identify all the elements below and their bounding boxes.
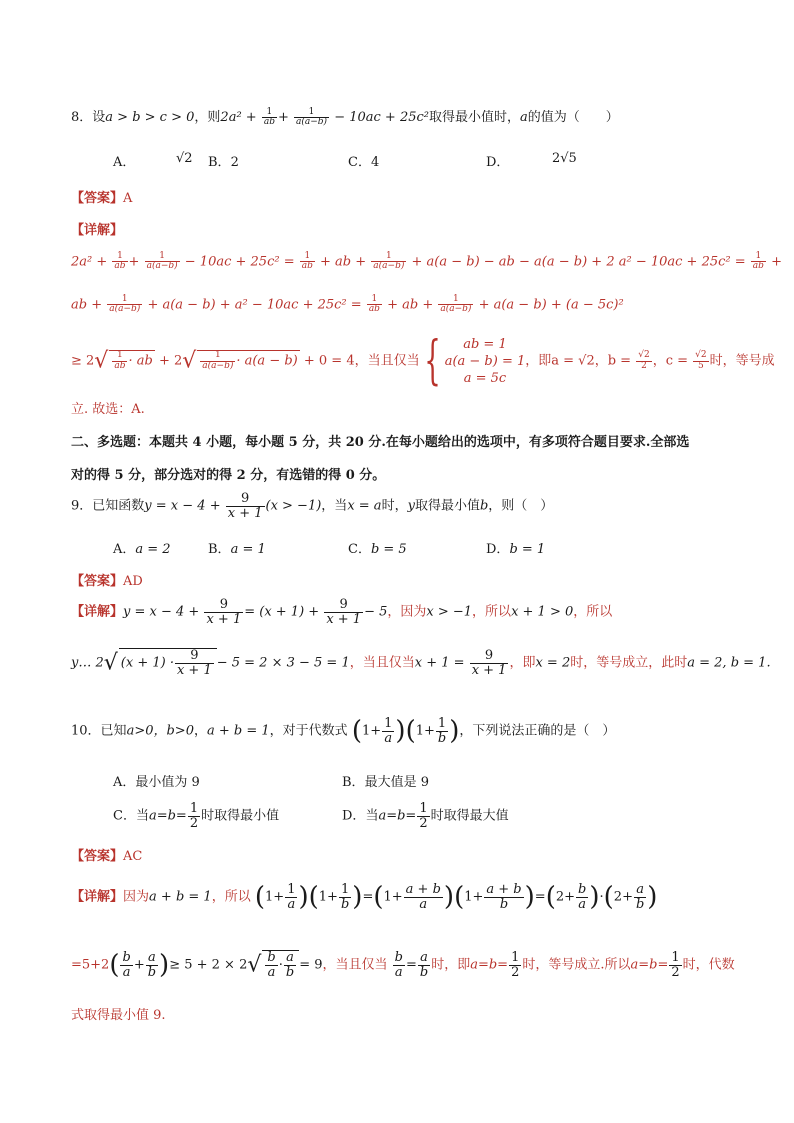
q8-equation-system: ab = 1 a(a − b) = 1 a = 5c bbox=[444, 336, 526, 386]
q8-answer bbox=[71, 187, 132, 206]
answer-tag: 【答案】 bbox=[71, 191, 124, 206]
q9-explain-line-2: y… 2√ (x + 1) · $\frac{9}{x + 1}$ − 5 = 2 × 3 − 5 = 1，当且仅当x + 1 = $\frac{9}{x + 1}$ ，即x = 2时，等号成立，此时a = 2, b = 1. bbox=[71, 648, 771, 678]
q10-option-d[interactable]: D．当a=b= $\frac{1}{2}$ 时取得最大值 bbox=[342, 801, 509, 831]
q8-option-d-value: 2√5 bbox=[552, 151, 577, 166]
q8-explain-line-3: ≥ 2√ $\frac{1}{ab}$ · ab + 2√ $\frac{1}{a(a-b)}$ · a(a − b) + 0 = 4，当且仅当{ ab = 1 a(a − b) = 1 a = 5c，即a = √2，b = $\frac{√2}{2}$ ，c = $\frac{√2}{5}$ 时，等号成 bbox=[71, 331, 775, 391]
section-heading-multi-choice: 二、多选题：本题共 4 小题，每小题 5 分，共 20 分.在每小题给出的选项中，有多项符合题目要求.全部选 bbox=[71, 435, 690, 450]
q8-explain-line-4: 立. 故选：A. bbox=[71, 402, 145, 417]
q9-option-d[interactable]: D．b = 1 bbox=[486, 542, 546, 557]
q10-option-b[interactable]: B．最大值是 9 bbox=[342, 775, 429, 790]
q9-option-c[interactable]: C．b = 5 bbox=[348, 542, 407, 557]
q10-stem: 10．已知a>0，b>0，a + b = 1，对于代数式 (1+ $\frac{1}{a}$ )(1+ $\frac{1}{b}$ )，下列说法正确的是（ ） bbox=[71, 715, 616, 746]
q9-answer: 【答案】AD bbox=[71, 574, 143, 589]
q9-option-b[interactable]: B．a = 1 bbox=[208, 542, 266, 557]
q9-explain-line-1: 【详解】y = x − 4 + $\frac{9}{x + 1}$ = (x + 1) + $\frac{9}{x + 1}$ − 5，因为x > −1，所以x + 1 > 0，所以 bbox=[71, 597, 613, 627]
q9-stem: 9．已知函数y = x − 4 + $\frac{9}{x + 1}$ (x > −1)，当x = a时，y取得最小值b，则（ ） bbox=[71, 491, 554, 521]
q8-stem: 8．设a > b > c > 0，则2a² + $\frac{1}{ab}$ + $\frac{1}{a(a-b)}$ − 10ac + 25c²取得最小值时，a的值为（ ） bbox=[71, 106, 619, 127]
q10-answer: 【答案】AC bbox=[71, 849, 143, 864]
fraction: $\frac{1}{a(a-b)}$ bbox=[296, 106, 328, 127]
q8-option-a[interactable]: A． bbox=[113, 155, 136, 170]
q8-option-d[interactable]: D． bbox=[486, 155, 510, 170]
section-heading-multi-choice-2: 对的得 5 分，部分选对的得 2 分，有选错的得 0 分。 bbox=[71, 468, 386, 483]
fraction: $\frac{1}{ab}$ bbox=[263, 106, 275, 127]
q10-explain-line-3: 式取得最小值 9. bbox=[71, 1008, 166, 1023]
q8-number: 8． bbox=[71, 110, 93, 125]
q10-explain-line-1: 【详解】因为a + b = 1，所以 (1+ $\frac{1}{a}$ )(1+ $\frac{1}{b}$ )=(1+ $\frac{a + b}{a}$ )(1+ $\frac{a + b}{b}$ )=(2+ $\frac{b}{a}$ )·(2+ $\frac{a}{b}$ ) bbox=[71, 881, 658, 912]
q8-option-c[interactable]: C．4 bbox=[348, 155, 380, 170]
q8-explain-line-1: 2a² + $\frac{1}{ab}$ + $\frac{1}{a(a-b)}$ − 10ac + 25c² = $\frac{1}{ab}$ + ab + $\frac{1}{a(a-b)}$ + a(a − b) − ab − a(a − b) + 2 a² − 10ac + 25c² = $\frac{1}{ab}$ + bbox=[71, 251, 782, 272]
q8-explain-line-2: ab + $\frac{1}{a(a-b)}$ + a(a − b) + a² − 10ac + 25c² = $\frac{1}{ab}$ + ab + $\frac{1}{a(a-b)}$ + a(a − b) + (a − 5c)² bbox=[71, 294, 624, 315]
q10-option-a[interactable]: A．最小值为 9 bbox=[113, 775, 200, 790]
q9-option-a[interactable]: A．a = 2 bbox=[113, 542, 171, 557]
q10-option-c[interactable]: C．当a=b= $\frac{1}{2}$ 时取得最小值 bbox=[113, 801, 280, 831]
q8-option-a-value: √2 bbox=[176, 151, 193, 166]
q8-option-b[interactable]: B．2 bbox=[208, 155, 239, 170]
q10-explain-line-2: =5+2( $\frac{b}{a}$ + $\frac{a}{b}$ )≥ 5 + 2 × 2√ $\frac{b}{a}$ · $\frac{a}{b}$ = 9，当且仅当 $\frac{b}{a}$ = $\frac{a}{b}$ 时，即a=b= $\frac{1}{2}$ 时，等号成立.所以a=b= $\frac{1}{2}$ 时，代数 bbox=[71, 950, 735, 981]
q8-explain-tag: 【详解】 bbox=[71, 223, 124, 238]
answer-value: A bbox=[123, 191, 133, 206]
